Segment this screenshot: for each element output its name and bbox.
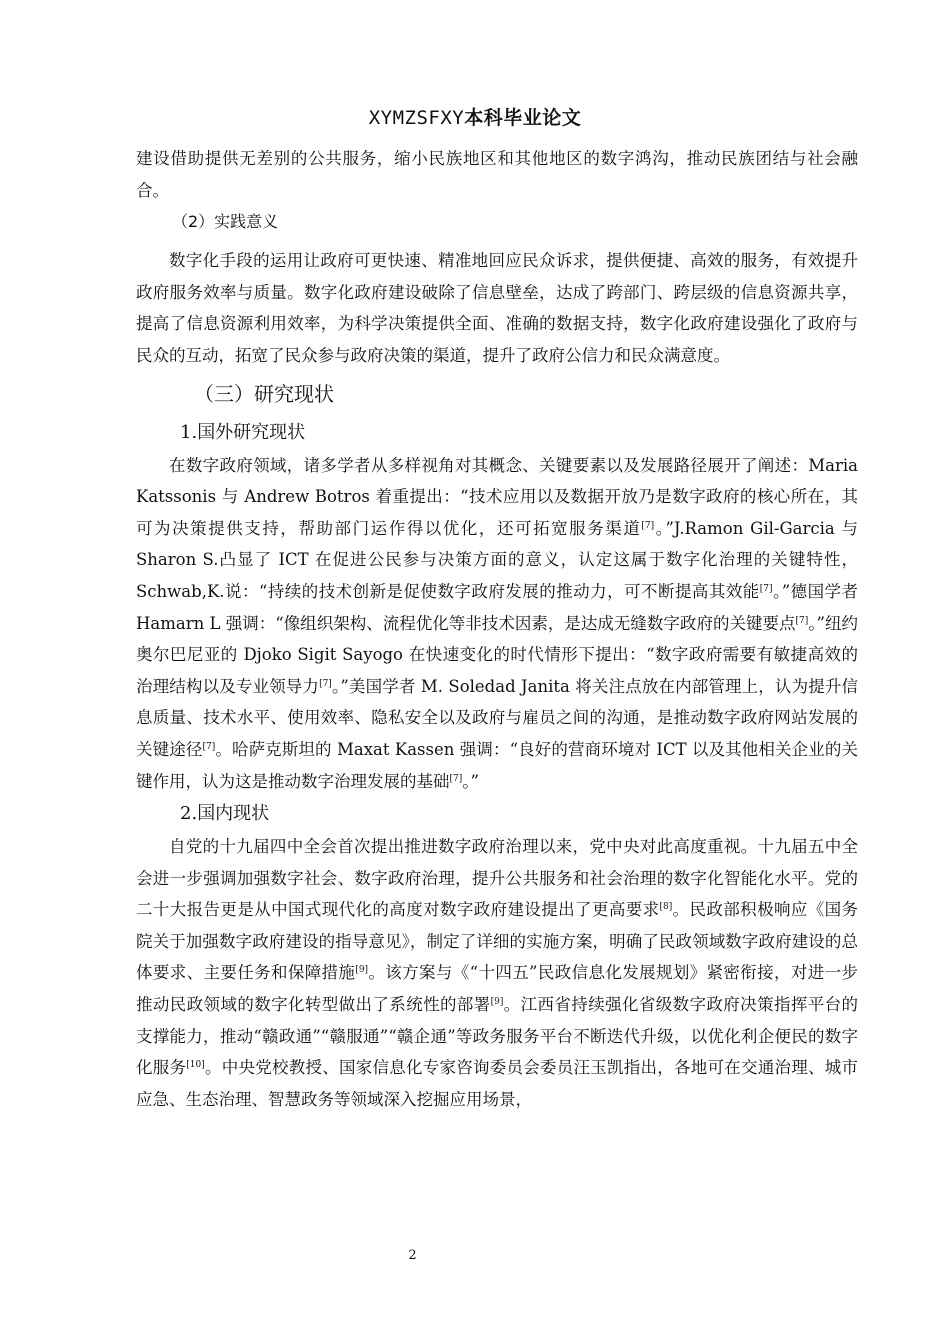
practical-significance-heading: （2）实践意义 xyxy=(172,212,279,232)
citation: [7] xyxy=(319,678,332,689)
text-segment: 在数字政府领域，诸多学者从多样视角对其概念、关键要素以及发展路径展开了阐述：Maria Katssonis 与 Andrew Botros 着重提出：“技术应用以及数据开放乃是数字政府的核心所在，其可为决策提供支持，帮助部门运作得以优化，还可拓宽服务渠道 xyxy=(136,455,858,538)
citation: [9] xyxy=(355,965,369,976)
citation: [7] xyxy=(449,773,463,784)
text-segment: 。该方案与《“十四五”民政信息化发展规划》紧密衔接，对进一步推动民政领域的数字化转型做出了系统性的部署 xyxy=(136,963,859,1015)
header-title: 本科毕业论文 xyxy=(464,107,582,129)
page-number: 2 xyxy=(408,1248,417,1263)
text-segment: 。”德国学者 Hamarn L 强调：“像组织架构、流程优化等非技术因素，是达成无缝数字政府的关键要点 xyxy=(136,581,859,633)
page-header xyxy=(0,103,950,130)
heading-domestic-number: 2. xyxy=(180,803,198,825)
text-segment: 。”美国学者 M. Soledad Janita 将关注点放在内部管理上，认为提升信息质量、技术水平、使用效率、隐私安全以及政府与雇员之间的沟通，是推动数字政府网站发展的关键途径 xyxy=(136,676,859,759)
heading-foreign-research xyxy=(136,416,858,450)
text-segment: 自党的十九届四中全会首次提出推进数字政府治理以来，党中央对此高度重视。十九届五中全会进一步强调加强数字社会、数字政府治理，提升公共服务和社会治理的数字化智能化水平。党的二十大报告更是从中国式现代化的高度对数字政府建设提出了更高要求 xyxy=(136,837,858,920)
text-segment: 。江西省持续强化省级数字政府决策指挥平台的支撑能力，推动“赣政通”“赣服通”“赣企通”等政务服务平台不断迭代升级，以优化利企便民的数字化服务 xyxy=(136,995,859,1078)
paragraph-domestic-research xyxy=(136,831,858,1115)
paragraph-practical-significance: 数字化手段的运用让政府可更快速、精准地回应民众诉求，提供便捷、高效的服务，有效提升政府服务效率与质量。数字化政府建设破除了信息壁垒，达成了跨部门、跨层级的信息资源共享，提高了信息资源利用效率，为科学决策提供全面、准确的数据支持，数字化政府建设强化了政府与民众的互动，拓宽了民众参与政府决策的渠道，提升了政府公信力和民众满意度。 xyxy=(136,251,858,365)
citation: [7] xyxy=(795,615,809,626)
section-heading-research-status: （三）研究现状 xyxy=(194,381,334,406)
heading-foreign-text: 国外研究现状 xyxy=(197,421,306,443)
text-segment: 。”纽约奥尔巴尼亚的 Djoko Sigit Sayogo 在快速变化的时代情形下提出：“数字政府需要有敏捷高效的治理结构以及专业领导力 xyxy=(136,613,858,696)
citation: [7] xyxy=(759,583,773,594)
text-segment: 。哈萨克斯坦的 Maxat Kassen 强调：“良好的营商环境对 ICT 以及其他相关企业的关键作用，认为这是推动数字治理发展的基础 xyxy=(136,739,858,791)
heading-foreign-number: 1. xyxy=(180,421,198,443)
heading-domestic-text: 国内现状 xyxy=(197,803,270,825)
text-segment: 。” xyxy=(462,771,479,791)
paragraph-significance-end: 建设借助提供无差别的公共服务，缩小民族地区和其他地区的数字鸿沟，推动民族团结与社会融合。 xyxy=(136,149,858,200)
citation: [8] xyxy=(659,902,673,913)
citation: [7] xyxy=(202,741,216,752)
citation: [9] xyxy=(490,997,504,1008)
header-code: XYMZSFXY xyxy=(368,107,465,129)
heading-domestic-research xyxy=(136,797,858,831)
text-segment: 。中央党校教授、国家信息化专家咨询委员会委员汪玉凯指出，各地可在交通治理、城市应急、生态治理、智慧政务等领域深入挖掘应用场景， xyxy=(136,1058,859,1109)
paragraph-foreign-research xyxy=(136,450,858,798)
citation: [10] xyxy=(186,1060,205,1071)
text-segment: 。”J.Ramon Gil-Garcia 与 Sharon S.凸显了 ICT 在促进公民参与决策方面的意义，认定这属于数字化治理的关键特性，Schwab,K.说：“持续的技术创新是促使数字政府发展的推动力，可不断提高其效能 xyxy=(136,518,859,601)
citation: [7] xyxy=(641,520,655,531)
document-body xyxy=(136,143,858,1115)
text-segment: 。民政部积极响应《国务院关于加强数字政府建设的指导意见》，制定了详细的实施方案，明确了民政领域数字政府建设的总体要求、主要任务和保障措施 xyxy=(136,900,859,983)
